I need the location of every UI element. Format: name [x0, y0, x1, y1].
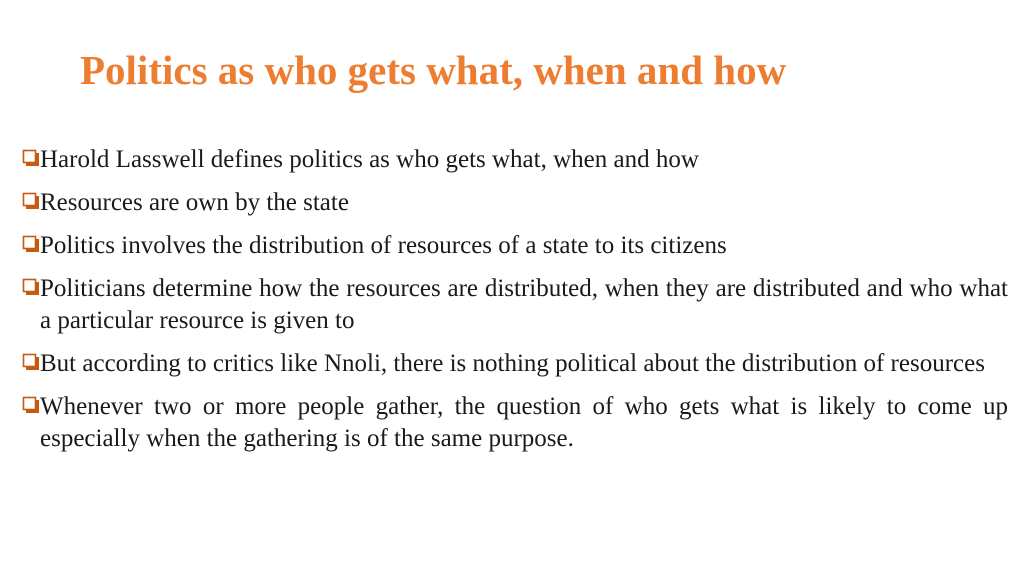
hollow-square-bullet-icon — [22, 191, 40, 213]
bullet-text: Whenever two or more people gather, the question of who gets what is likely to come up especially when the gathering is of the same purpose. — [40, 393, 1008, 452]
bullet-list — [22, 144, 1008, 466]
bullet-item — [22, 348, 1008, 380]
hollow-square-bullet-icon — [22, 395, 40, 417]
hollow-square-bullet-icon — [22, 352, 40, 374]
bullet-item — [22, 187, 1008, 219]
bullet-item — [22, 273, 1008, 337]
hollow-square-bullet-icon — [22, 277, 40, 299]
bullet-text: Resources are own by the state — [40, 189, 349, 216]
bullet-text: Politicians determine how the resources are distributed, when they are distributed and who what a particular resource is given to — [40, 275, 1008, 334]
hollow-square-bullet-icon — [22, 148, 40, 170]
hollow-square-bullet-icon — [22, 234, 40, 256]
bullet-item — [22, 230, 1008, 262]
bullet-item — [22, 391, 1008, 455]
bullet-text: But according to critics like Nnoli, there is nothing political about the distribution of resources — [40, 350, 985, 377]
bullet-item — [22, 144, 1008, 176]
bullet-text: Politics involves the distribution of resources of a state to its citizens — [40, 232, 727, 259]
bullet-text: Harold Lasswell defines politics as who gets what, when and how — [40, 146, 699, 173]
slide-title: Politics as who gets what, when and how — [80, 47, 787, 93]
